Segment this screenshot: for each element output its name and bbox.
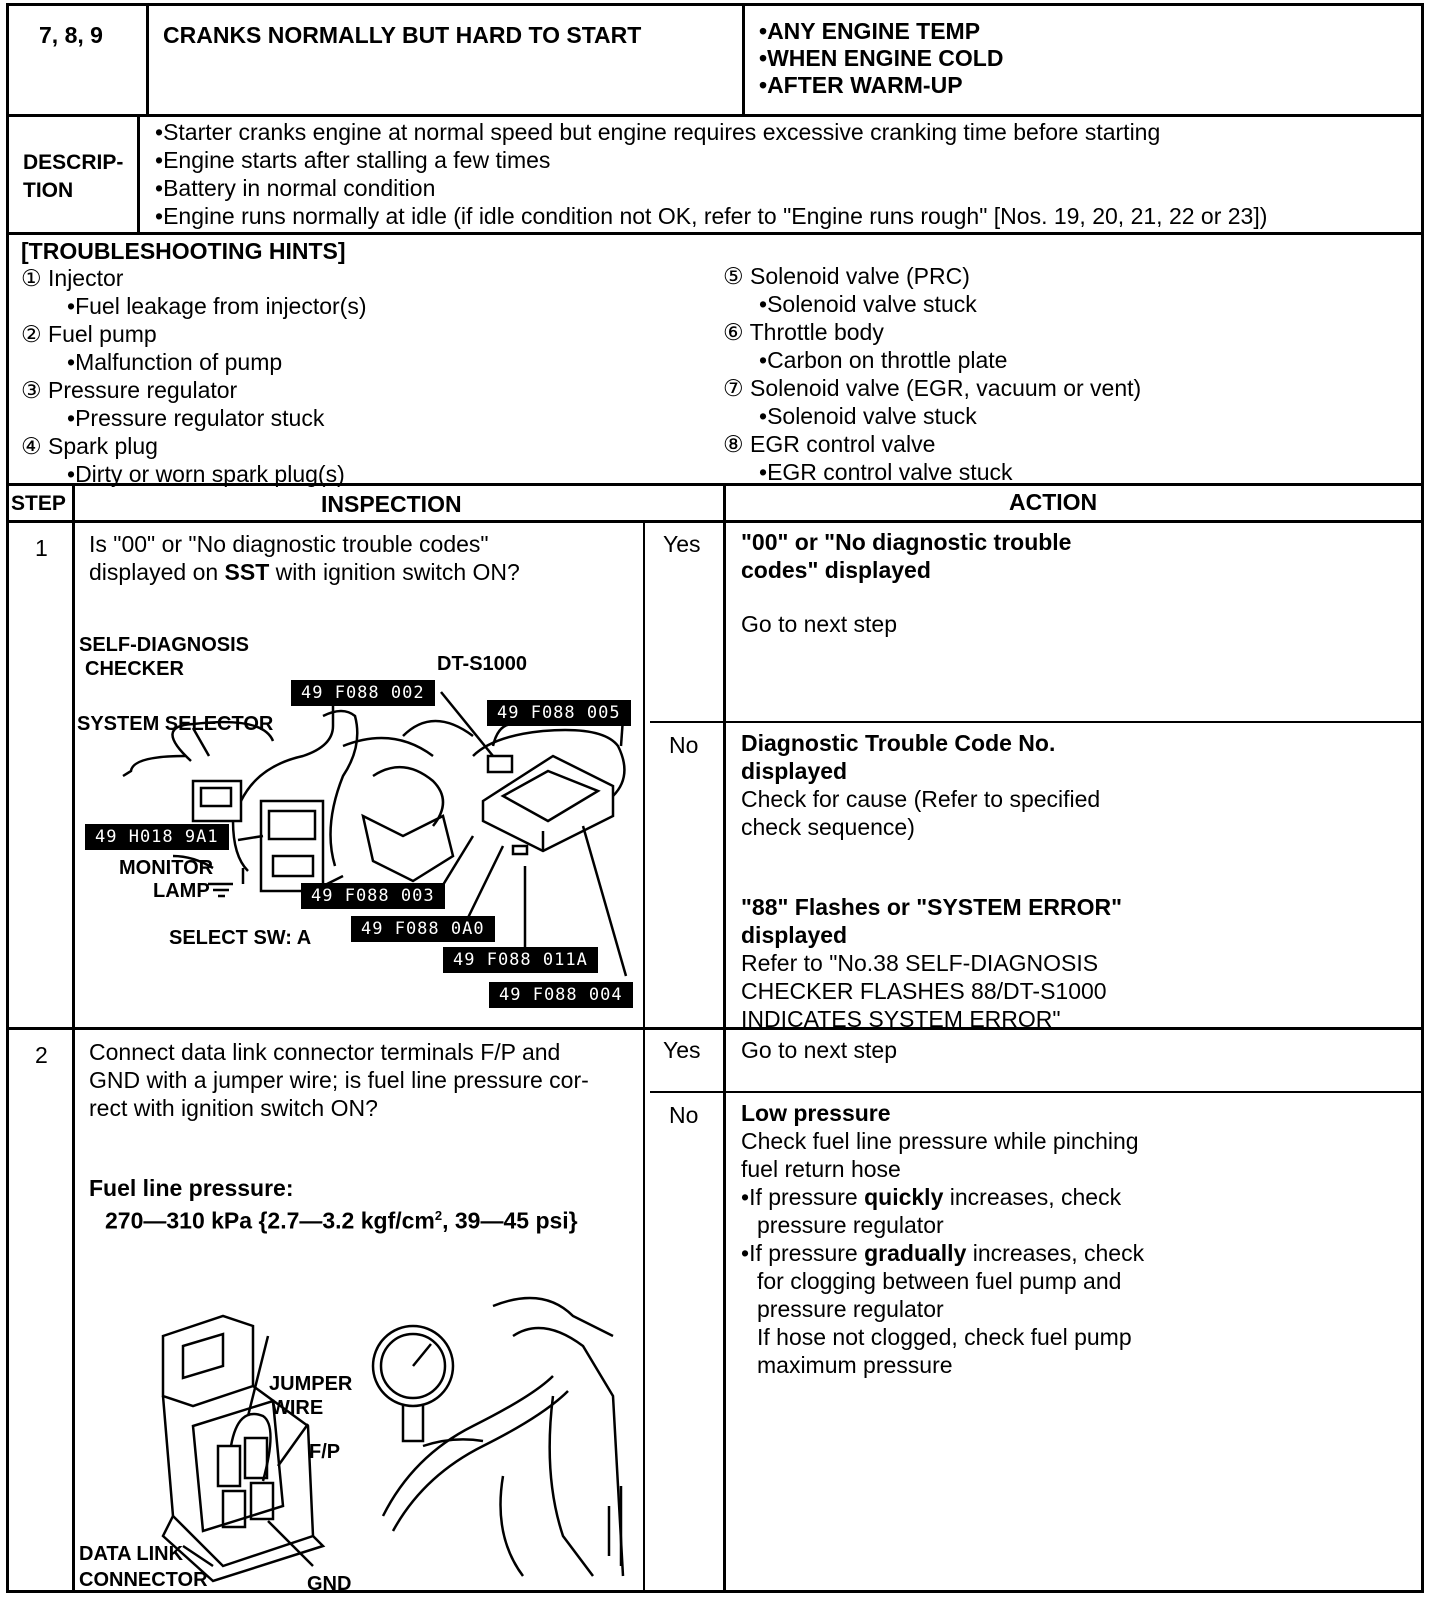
label-self-diagnosis: SELF-DIAGNOSIS <box>79 634 250 656</box>
col-step: STEP <box>11 492 66 515</box>
hint-item: ③ Pressure regulator <box>21 377 238 403</box>
step1-no-action: Diagnostic Trouble Code No. displayed Check for cause (Refer to specified check sequence) "88" Flashes or "SYSTEM ERROR" displayed Refer to "No.38 SELF-DIAGNOSIS CHECKER FLASHES 88/DT-S1000 INDICATES SYSTEM ERROR" <box>741 730 1123 1032</box>
hint-detail: •EGR control valve stuck <box>759 459 1013 485</box>
label-checker: CHECKER <box>85 658 184 680</box>
label-data-link: DATA LINK <box>79 1543 184 1565</box>
label-jumper: JUMPER <box>269 1373 353 1395</box>
step1-yes-action: "00" or "No diagnostic trouble codes" displayed Go to next step <box>741 529 1072 637</box>
step2-no-action: Low pressure Check fuel line pressure while pinching fuel return hose •If pressure quickly increases, check pressure regulator •If pressure gradually increases, check for clogging between fuel pump and pressure regulator If hose not clogged, check fuel pump maximum pressure <box>741 1100 1145 1378</box>
label-system-selector: SYSTEM SELECTOR <box>77 713 274 735</box>
divider <box>9 1027 1421 1030</box>
col-action: ACTION <box>1009 489 1098 515</box>
part-number-label: 49 F088 0A0 <box>351 916 495 942</box>
description-label: DESCRIP- TION <box>23 151 124 202</box>
page-title: CRANKS NORMALLY BUT HARD TO START <box>163 22 642 48</box>
label-lamp: LAMP <box>153 880 210 902</box>
description-list <box>155 118 1267 230</box>
part-number-label: 49 F088 002 <box>291 680 435 706</box>
label-dt-s1000: DT-S1000 <box>437 653 528 675</box>
label-wire: WIRE <box>271 1397 324 1419</box>
divider <box>137 114 140 232</box>
yes-label: Yes <box>663 1037 701 1063</box>
yes-label: Yes <box>663 531 701 557</box>
hints-title: [TROUBLESHOOTING HINTS] <box>21 238 346 264</box>
hint-detail: •Pressure regulator stuck <box>67 405 325 431</box>
step2-yes-action: Go to next step <box>741 1037 897 1063</box>
divider <box>643 520 645 1593</box>
divider <box>742 6 745 114</box>
checker-diagram <box>73 606 643 1026</box>
divider <box>9 520 1421 523</box>
step-number: 2 <box>35 1042 48 1068</box>
label-connector: CONNECTOR <box>79 1569 208 1591</box>
hint-item: ⑧ EGR control valve <box>723 431 936 457</box>
label-gnd: GND <box>307 1573 352 1595</box>
label-monitor: MONITOR <box>119 857 214 879</box>
divider <box>146 6 149 114</box>
no-label: No <box>669 1102 699 1128</box>
label-fp: F/P <box>309 1441 341 1463</box>
hint-item: ② Fuel pump <box>21 321 157 347</box>
part-number-label: 49 H018 9A1 <box>85 824 229 850</box>
label-select-sw: SELECT SW: A <box>169 927 312 949</box>
hint-item: ④ Spark plug <box>21 433 158 459</box>
description-item: •Starter cranks engine at normal speed but engine requires excessive cranking time before starting <box>155 119 1161 145</box>
condition-item: •WHEN ENGINE COLD <box>759 45 1004 71</box>
hints-right <box>723 262 1141 486</box>
hint-detail: •Malfunction of pump <box>67 349 283 375</box>
hint-detail: •Solenoid valve stuck <box>759 403 977 429</box>
hints-left <box>21 264 367 488</box>
part-number-label: 49 F088 004 <box>489 982 633 1008</box>
diagnostic-page <box>6 3 1424 1593</box>
hint-item: ⑤ Solenoid valve (PRC) <box>723 263 970 289</box>
hint-detail: •Fuel leakage from injector(s) <box>67 293 367 319</box>
divider <box>9 232 1421 235</box>
condition-item: •ANY ENGINE TEMP <box>759 18 981 44</box>
hint-detail: •Carbon on throttle plate <box>759 347 1008 373</box>
hint-detail: •Solenoid valve stuck <box>759 291 977 317</box>
step2-question: Connect data link connector terminals F/P and GND with a jumper wire; is fuel line pressure cor- rect with ignition switch ON? <box>89 1039 589 1121</box>
hint-item: ① Injector <box>21 265 124 291</box>
description-item: •Battery in normal condition <box>155 175 436 201</box>
hint-item: ⑥ Throttle body <box>723 319 884 345</box>
part-number-label: 49 F088 005 <box>487 700 631 726</box>
no-label: No <box>669 732 699 758</box>
description-item: •Engine runs normally at idle (if idle condition not OK, refer to "Engine runs rough" [Nos. 19, 20, 21, 22 or 23]) <box>155 203 1268 229</box>
step-number: 1 <box>35 535 48 561</box>
connector-diagram <box>73 1276 643 1594</box>
divider <box>723 483 726 1593</box>
conditions-list <box>759 18 1003 99</box>
part-number-label: 49 F088 011A <box>443 947 598 973</box>
part-number-label: 49 F088 003 <box>301 883 445 909</box>
trouble-numbers: 7, 8, 9 <box>39 22 103 48</box>
divider <box>650 721 1421 723</box>
divider <box>9 114 1421 117</box>
hint-detail: •Dirty or worn spark plug(s) <box>67 461 345 487</box>
divider <box>650 1091 1421 1093</box>
fuel-pressure-spec: Fuel line pressure: 270—310 kPa {2.7—3.2 kgf/$cm^2$, 39—45 psi} <box>89 1175 578 1234</box>
hint-item: ⑦ Solenoid valve (EGR, vacuum or vent) <box>723 375 1142 401</box>
description-item: •Engine starts after stalling a few times <box>155 147 551 173</box>
condition-item: •AFTER WARM-UP <box>759 72 963 98</box>
col-inspection: INSPECTION <box>321 491 462 517</box>
step1-question: Is "00" or "No diagnostic trouble codes" displayed on SST with ignition switch ON? <box>89 531 520 585</box>
